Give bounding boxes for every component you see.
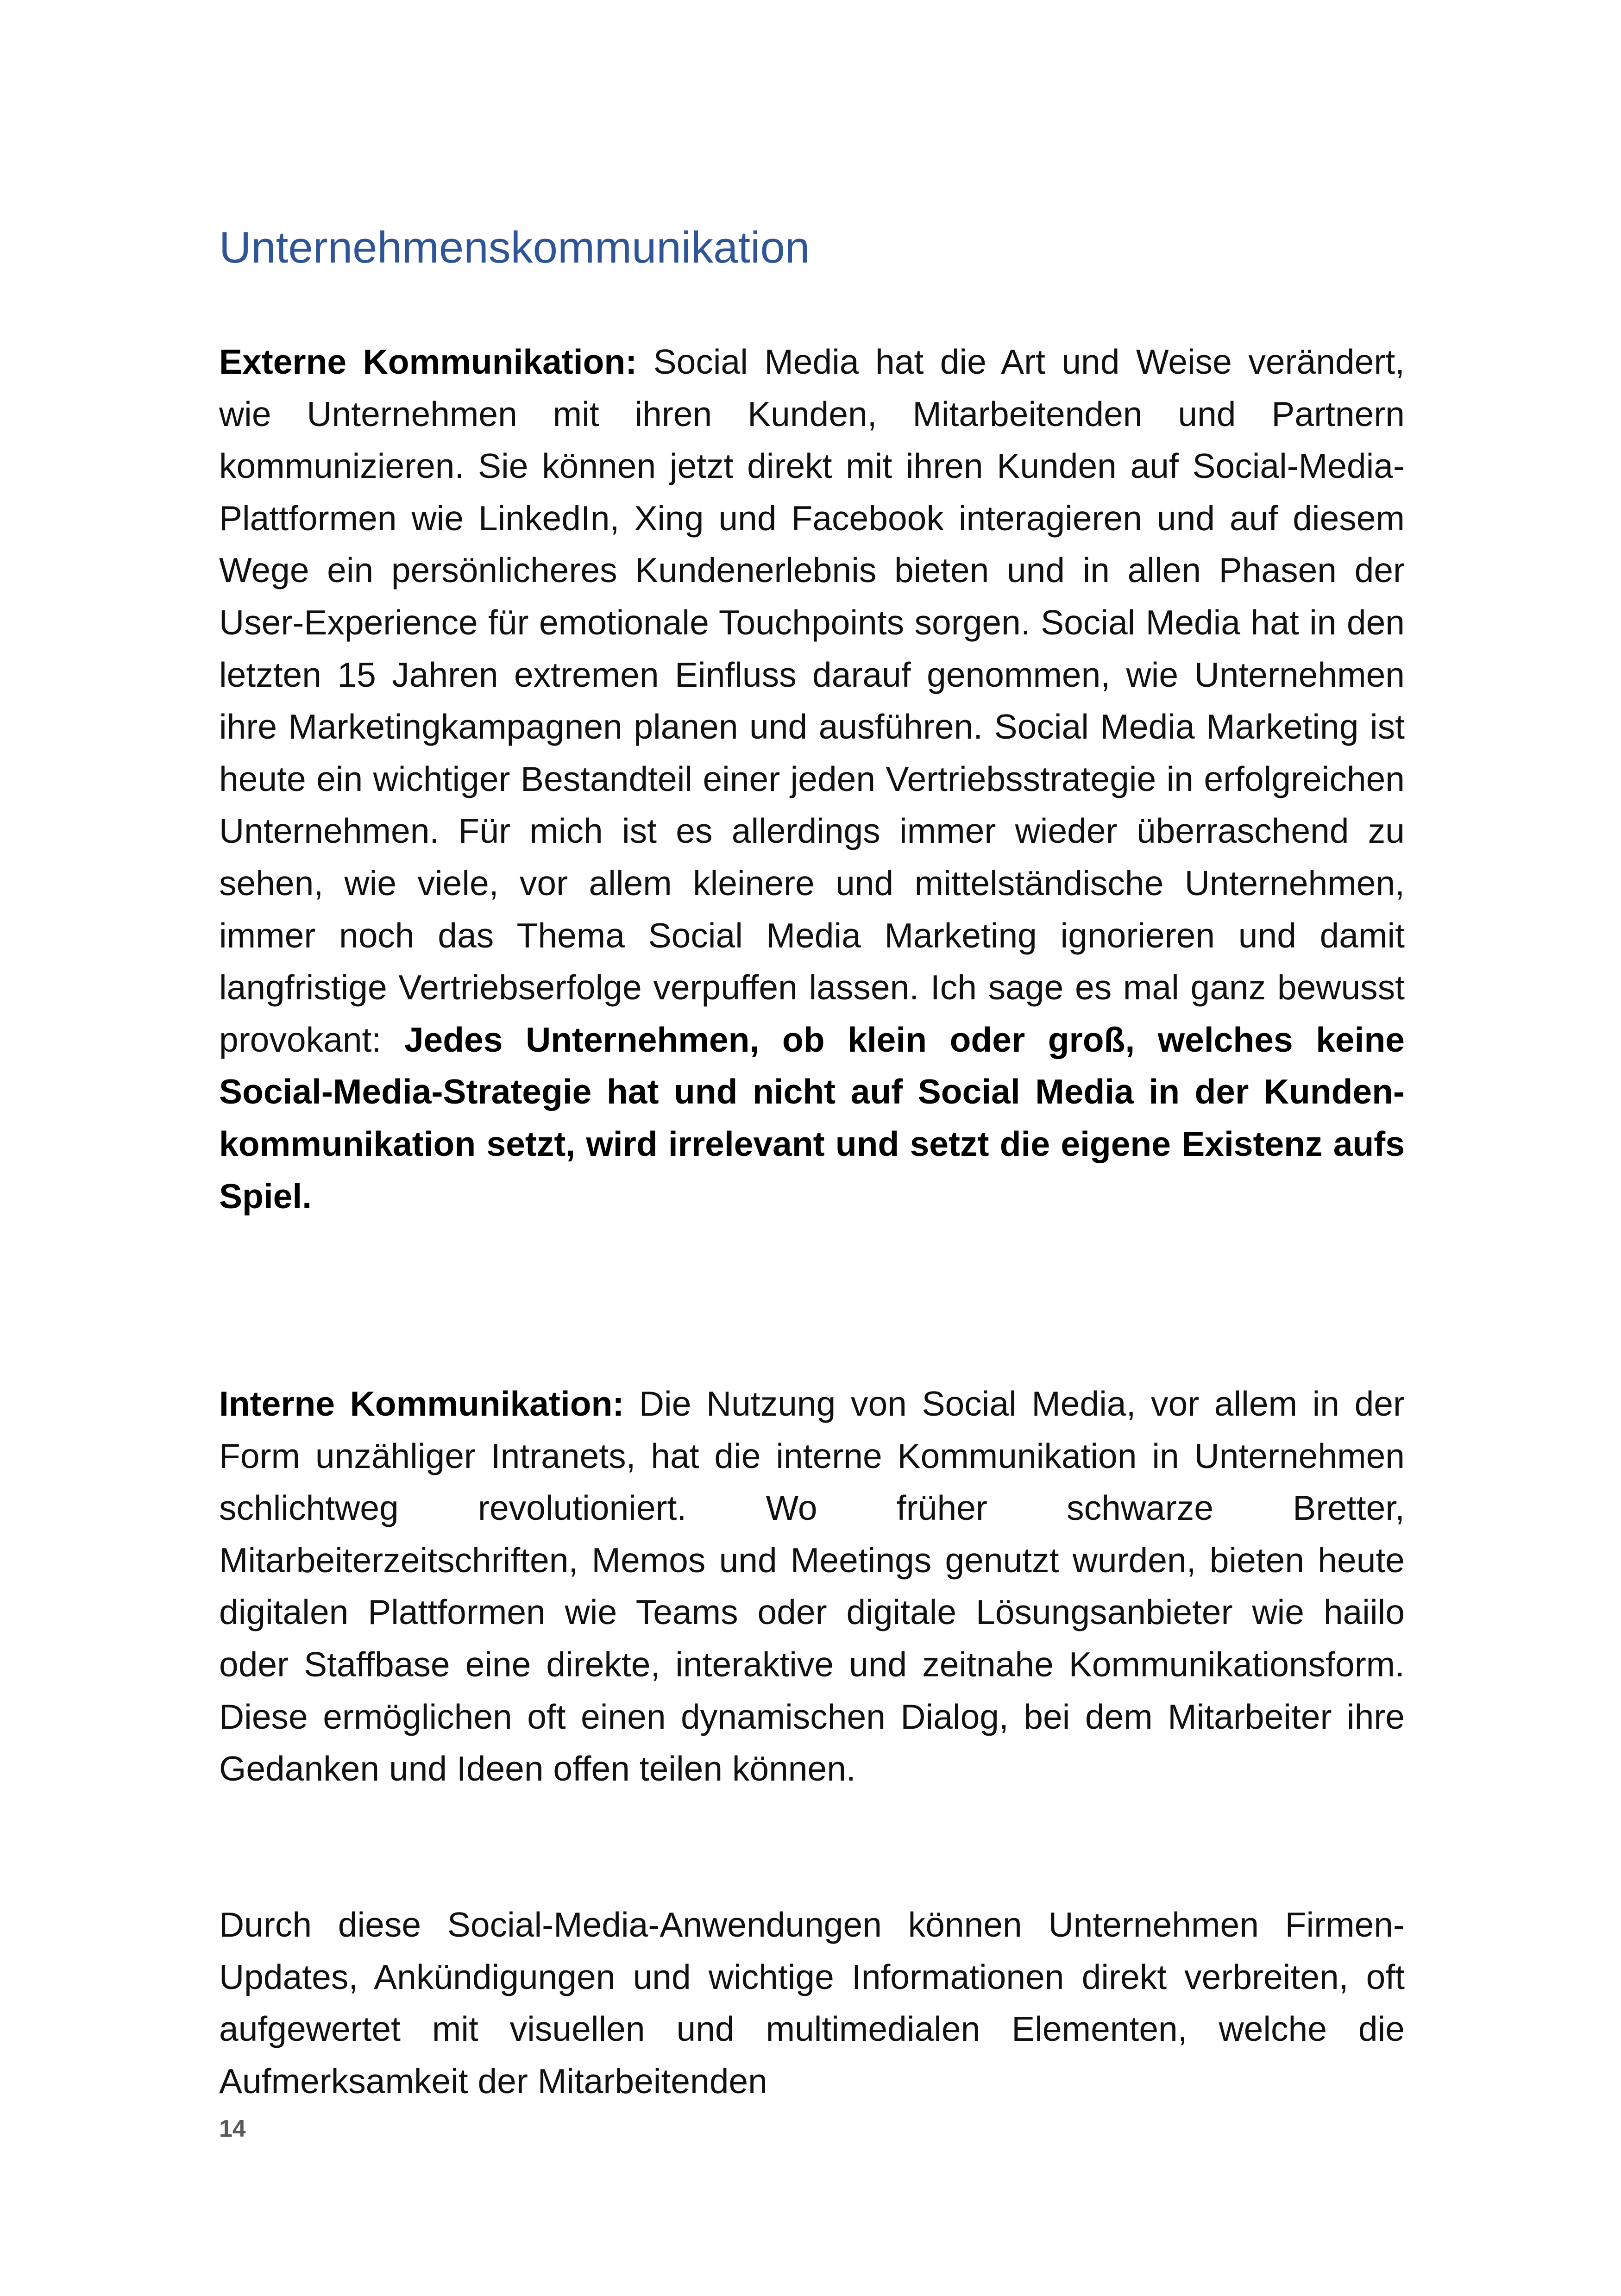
paragraph-emphasis: Jedes Unternehmen, ob klein oder groß, welches keine Social-Media-Strategie hat und nicht auf Social Media in der Kundenkommunikation setzt, wird irrelevant und setzt die eigene Existenz aufs Spiel. xyxy=(219,1020,1405,1216)
paragraph-label: Externe Kommunikation: xyxy=(219,342,637,381)
paragraph-label: Interne Kommunikation: xyxy=(219,1384,624,1423)
paragraph-body: Die Nutzung von Social Media, vor allem in der Form unzähliger Intranets, hat die interne Kommunikation in Unternehmen schlichtweg revolutioniert. Wo früher schwarze Bretter, Mitarbeiterzeitschriften, Memos und Meetings genutzt wurden, bieten heute digitalen Plattformen wie Teams oder digitale Lösungsanbieter wie haiilo oder Staffbase eine direkte, interaktive und zeitnahe Kommunikationsform. Diese ermöglichen oft einen dynamischen Dialog, bei dem Mitarbeiter ihre Gedanken und Ideen offen teilen können. xyxy=(219,1384,1405,1788)
paragraph-body: Durch diese Social-Media-Anwendungen können Unternehmen Firmen-Updates, Ankündigungen und wichtige Informationen direkt verbreiten, oft aufgewertet mit visuellen und multimedialen Elementen, welche die Aufmerksamkeit der Mitarbeitenden xyxy=(219,1905,1405,2101)
page-title: Unternehmenskommunikation xyxy=(219,223,810,272)
page-number: 14 xyxy=(219,2115,246,2142)
paragraph-social-media-anwendungen xyxy=(219,1899,1405,2107)
paragraph-body: Social Media hat die Art und Weise verändert, wie Unternehmen mit ihren Kunden, Mitarbeitenden und Partnern kommunizieren. Sie können jetzt direkt mit ihren Kunden auf Social-Media-Plattformen wie LinkedIn, Xing und Facebook interagieren und auf diesem Wege ein persönlicheres Kundenerlebnis bieten und in allen Phasen der User-Experience für emotionale Touchpoints sorgen. Social Media hat in den letzten 15 Jahren extremen Einfluss darauf genommen, wie Unternehmen ihre Marketingkampagnen planen und ausführen. Social Media Marketing ist heute ein wichtiger Bestandteil einer jeden Vertriebsstrategie in erfolgreichen Unternehmen. Für mich ist es allerdings immer wieder überraschend zu sehen, wie viele, vor allem kleinere und mittelständische Unternehmen, immer noch das Thema Social Media Marketing ignorieren und damit langfristige Vertriebserfolge verpuffen lassen. Ich sage es mal ganz bewusst provokant: xyxy=(219,342,1405,1059)
paragraph-externe-kommunikation xyxy=(219,336,1405,1222)
paragraph-interne-kommunikation xyxy=(219,1378,1405,1795)
